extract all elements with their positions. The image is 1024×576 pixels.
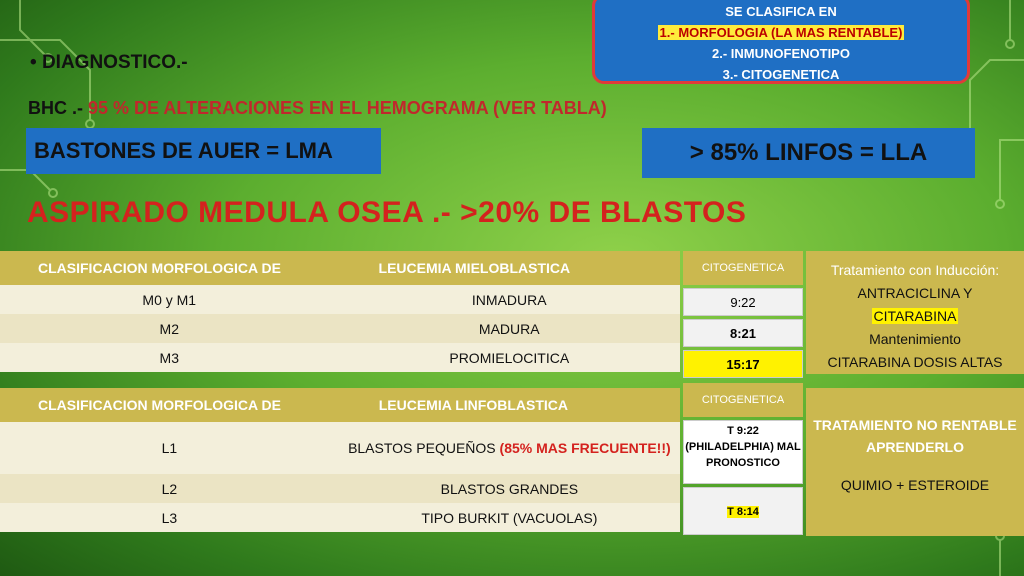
table-header-cell: LEUCEMIA MIELOBLASTICA (339, 251, 680, 285)
table-header-row (0, 251, 680, 285)
table-header-cell: LEUCEMIA LINFOBLASTICA (339, 388, 680, 422)
callout-line-4: 3.- CITOGENETICA (722, 67, 840, 82)
tratamiento-mieloblastica (806, 251, 1024, 374)
citogenetica-value: 9:22 (683, 288, 803, 316)
table-row (0, 474, 680, 503)
table-header-cell: CLASIFICACION MORFOLOGICA DE (0, 388, 339, 422)
table-cell: BLASTOS GRANDES (339, 474, 680, 503)
bhc-prefix: BHC .- (28, 98, 83, 118)
tratamiento-linfoblastica (806, 388, 1024, 536)
table-header-row (0, 388, 680, 422)
citogenetica-value: 8:21 (683, 319, 803, 347)
linfoblastica-table (0, 388, 680, 532)
table-row (0, 314, 680, 343)
table-cell: MADURA (339, 314, 680, 343)
table-row (0, 503, 680, 532)
table-cell: BLASTOS PEQUEÑOS (85% MAS FRECUENTE!!) (339, 422, 680, 474)
callout-line-2: 1.- MORFOLOGIA (LA MAS RENTABLE) (659, 25, 903, 40)
table-cell: L3 (0, 503, 339, 532)
auer-box: BASTONES DE AUER = LMA (26, 128, 381, 174)
frecuente-note: (85% MAS FRECUENTE!!) (499, 440, 671, 456)
tratamiento-line: ANTRACICLINA Y (857, 285, 973, 301)
diagnostico-heading: • DIAGNOSTICO.- (30, 52, 188, 73)
tratamiento-line: CITARABINA DOSIS ALTAS (827, 354, 1003, 370)
callout-line-3: 2.- INMUNOFENOTIPO (712, 46, 850, 61)
table-cell: L2 (0, 474, 339, 503)
tratamiento-line: CITARABINA (873, 308, 957, 324)
tratamiento-line: Mantenimiento (869, 331, 961, 347)
table-cell: INMADURA (339, 285, 680, 314)
table-header-cell: CLASIFICACION MORFOLOGICA DE (0, 251, 339, 285)
tratamiento-title: TRATAMIENTO NO RENTABLE APRENDERLO (813, 417, 1017, 455)
table-cell: M2 (0, 314, 339, 343)
table-cell: M0 y M1 (0, 285, 339, 314)
bhc-text: 95 % DE ALTERACIONES EN EL HEMOGRAMA (VER TABLA) (88, 98, 607, 118)
citogenetica-header: CITOGENETICA (683, 383, 803, 417)
aspirado-heading: ASPIRADO MEDULA OSEA .- >20% DE BLASTOS (27, 196, 747, 229)
table-cell: PROMIELOCITICA (339, 343, 680, 372)
table-row (0, 422, 680, 474)
citogenetica-value: T 9:22 (PHILADELPHIA) MAL PRONOSTICO (683, 420, 803, 484)
mieloblastica-table (0, 251, 680, 372)
table-cell: L1 (0, 422, 339, 474)
tratamiento-title: Tratamiento con Inducción: (830, 262, 1000, 278)
table-cell: M3 (0, 343, 339, 372)
citogenetica-column-1 (683, 251, 803, 378)
linfos-box: > 85% LINFOS = LLA (642, 128, 975, 178)
bhc-line (28, 98, 607, 119)
citogenetica-value: T 8:14 (683, 487, 803, 535)
citogenetica-header: CITOGENETICA (683, 251, 803, 285)
tratamiento-line: QUIMIO + ESTEROIDE (840, 477, 990, 493)
callout-line-1: SE CLASIFICA EN (725, 4, 837, 19)
citogenetica-column-2 (683, 383, 803, 535)
table-cell: TIPO BURKIT (VACUOLAS) (339, 503, 680, 532)
citogenetica-value: 15:17 (683, 350, 803, 378)
table-row (0, 343, 680, 372)
table-row (0, 285, 680, 314)
classification-callout (592, 0, 970, 84)
